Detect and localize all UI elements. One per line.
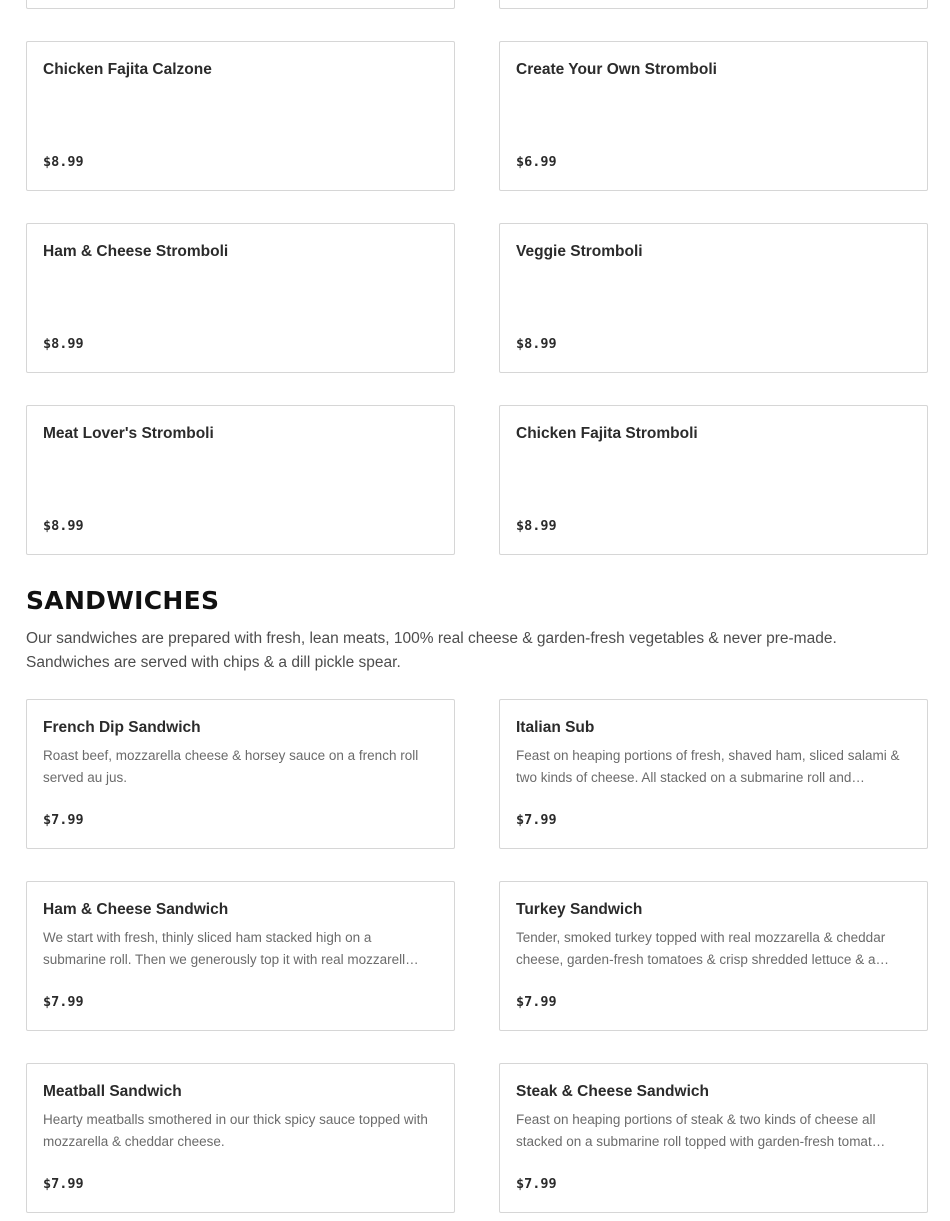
section-description-sandwiches: Our sandwiches are prepared with fresh, lean meats, 100% real cheese & garden-fresh vegetables & never pre-made. Sandwiches are served with chips & a dill pickle spear. bbox=[26, 630, 837, 671]
menu-item-card-partial[interactable] bbox=[499, 0, 928, 9]
menu-item-price: $8.99 bbox=[43, 336, 84, 352]
menu-item-description: We start with fresh, thinly sliced ham stacked high on a submarine roll. Then we generously top it with real mozzarell… bbox=[43, 930, 419, 967]
menu-item-card[interactable] bbox=[26, 699, 455, 849]
menu-item-name: Chicken Fajita Stromboli bbox=[516, 425, 698, 442]
menu-item-name: Ham & Cheese Stromboli bbox=[43, 243, 229, 260]
menu-item-card[interactable] bbox=[499, 223, 928, 373]
menu-item-price: $8.99 bbox=[516, 518, 557, 534]
menu-item-name: Meatball Sandwich bbox=[43, 1083, 182, 1100]
menu-item-name: Steak & Cheese Sandwich bbox=[516, 1083, 709, 1100]
menu-item-name: French Dip Sandwich bbox=[43, 719, 201, 736]
menu-item-card[interactable] bbox=[499, 405, 928, 555]
menu-item-name: Ham & Cheese Sandwich bbox=[43, 901, 229, 918]
menu-item-price: $7.99 bbox=[43, 994, 84, 1010]
menu-item-price: $7.99 bbox=[43, 1176, 84, 1192]
menu-item-name: Meat Lover's Stromboli bbox=[43, 425, 214, 442]
menu-item-name: Create Your Own Stromboli bbox=[516, 61, 717, 78]
menu-item-name: Italian Sub bbox=[516, 719, 595, 736]
menu-item-description: Tender, smoked turkey topped with real mozzarella & cheddar cheese, garden-fresh tomatoes & crisp shredded lettuce & a… bbox=[516, 930, 889, 967]
menu-item-card[interactable] bbox=[26, 41, 455, 191]
menu-item-card[interactable] bbox=[499, 699, 928, 849]
menu-item-card[interactable] bbox=[26, 881, 455, 1031]
section-title-sandwiches: SANDWICHES bbox=[26, 586, 220, 615]
menu-item-card[interactable] bbox=[26, 405, 455, 555]
menu-item-price: $7.99 bbox=[516, 994, 557, 1010]
menu-item-price: $7.99 bbox=[43, 812, 84, 828]
menu-item-description: Feast on heaping portions of steak & two kinds of cheese all stacked on a submarine roll topped with garden-fresh tomat… bbox=[516, 1112, 886, 1149]
menu-item-name: Chicken Fajita Calzone bbox=[43, 61, 212, 78]
menu-item-card[interactable] bbox=[26, 223, 455, 373]
menu-item-card[interactable] bbox=[499, 881, 928, 1031]
menu-item-price: $8.99 bbox=[516, 336, 557, 352]
menu-item-description: Hearty meatballs smothered in our thick spicy sauce topped with mozzarella & cheddar cheese. bbox=[43, 1112, 428, 1149]
menu-item-price: $6.99 bbox=[516, 154, 557, 170]
menu-item-price: $8.99 bbox=[43, 518, 84, 534]
menu-item-card[interactable] bbox=[499, 1063, 928, 1213]
menu-item-name: Veggie Stromboli bbox=[516, 243, 643, 260]
menu-item-card[interactable] bbox=[26, 1063, 455, 1213]
menu-item-name: Turkey Sandwich bbox=[516, 901, 643, 918]
menu-item-description: Feast on heaping portions of fresh, shaved ham, sliced salami & two kinds of cheese. All stacked on a submarine roll and… bbox=[516, 748, 900, 785]
menu-item-price: $8.99 bbox=[43, 154, 84, 170]
menu-item-price: $7.99 bbox=[516, 812, 557, 828]
menu-item-price: $7.99 bbox=[516, 1176, 557, 1192]
menu-item-card[interactable] bbox=[499, 41, 928, 191]
menu-item-description: Roast beef, mozzarella cheese & horsey sauce on a french roll served au jus. bbox=[43, 748, 419, 785]
menu-item-card-partial[interactable] bbox=[26, 0, 455, 9]
